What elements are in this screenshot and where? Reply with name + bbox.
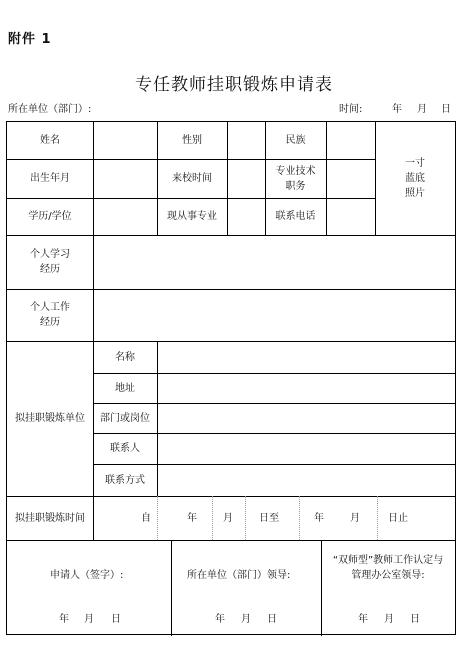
- period-label: 拟挂职锻炼时间: [15, 512, 85, 524]
- form-title: 专任教师挂职锻炼申请表: [135, 75, 333, 95]
- period-divider: [212, 496, 213, 540]
- gender-label: 性别: [182, 135, 202, 146]
- birth-label: 出生年月: [30, 173, 70, 184]
- ethnicity-label: 民族: [285, 135, 306, 146]
- sign3-year: 年: [358, 614, 368, 625]
- col-divider: [326, 122, 327, 235]
- placement-section-label: 拟挂职锻炼单位: [15, 413, 85, 424]
- unit-label: 所在单位（部门）:: [8, 104, 92, 115]
- sign1-year: 年: [59, 614, 69, 625]
- period-month-end: 月: [350, 513, 360, 524]
- sign3-month: 月: [384, 614, 394, 625]
- col-divider: [171, 540, 172, 636]
- education-label: 学历/学位: [28, 211, 72, 222]
- period-day-to: 日至: [259, 513, 279, 524]
- period-divider: [377, 496, 378, 540]
- time-month-label: 月: [417, 104, 427, 115]
- applicant-signature-label: 申请人（签字）:: [50, 570, 124, 581]
- sign2-year: 年: [215, 614, 225, 625]
- work-history-label: 个人工作 经历: [30, 302, 70, 328]
- placement-field-label: 部门或岗位: [100, 412, 150, 424]
- office-leader-signature-label: “双师型”教师工作认定与 管理办公室领导:: [332, 555, 444, 581]
- period-day-end: 日止: [388, 513, 408, 524]
- name-label: 姓名: [40, 135, 60, 146]
- placement-field-label: 联系方式: [105, 474, 145, 486]
- period-divider: [245, 496, 246, 540]
- dept-leader-signature-label: 所在单位（部门）领导:: [187, 570, 291, 581]
- sign2-month: 月: [241, 614, 251, 625]
- photo-placeholder: 一寸 蓝底 照片: [405, 158, 425, 199]
- period-year-start: 年: [187, 513, 197, 524]
- sign3-day: 日: [410, 614, 420, 625]
- placement-field-label: 地址: [115, 382, 135, 394]
- placement-field-label: 联系人: [110, 443, 140, 454]
- attachment-label: 附件 1: [8, 32, 52, 47]
- phone-label: 联系电话: [275, 211, 316, 222]
- application-form-table: [6, 121, 456, 635]
- row-divider: [7, 540, 455, 541]
- arrival-label: 来校时间: [172, 173, 212, 184]
- period-year-end: 年: [314, 513, 324, 524]
- col-divider: [93, 122, 94, 235]
- sign1-month: 月: [84, 614, 94, 625]
- col-divider: [227, 122, 228, 235]
- period-from: 自: [141, 513, 151, 524]
- period-divider: [299, 496, 300, 540]
- major-label: 现从事专业: [167, 211, 217, 222]
- period-month-start: 月: [223, 513, 233, 524]
- time-year-label: 年: [392, 104, 402, 115]
- time-label: 时间:: [339, 104, 363, 115]
- time-day-label: 日: [441, 104, 451, 115]
- sign2-day: 日: [267, 614, 277, 625]
- period-divider: [157, 496, 158, 540]
- col-divider: [157, 341, 158, 496]
- professional-title-label: 专业技术 职务: [275, 165, 316, 192]
- placement-field-label: 名称: [115, 351, 135, 363]
- sign1-day: 日: [111, 614, 121, 625]
- study-history-label: 个人学习 经历: [30, 249, 70, 275]
